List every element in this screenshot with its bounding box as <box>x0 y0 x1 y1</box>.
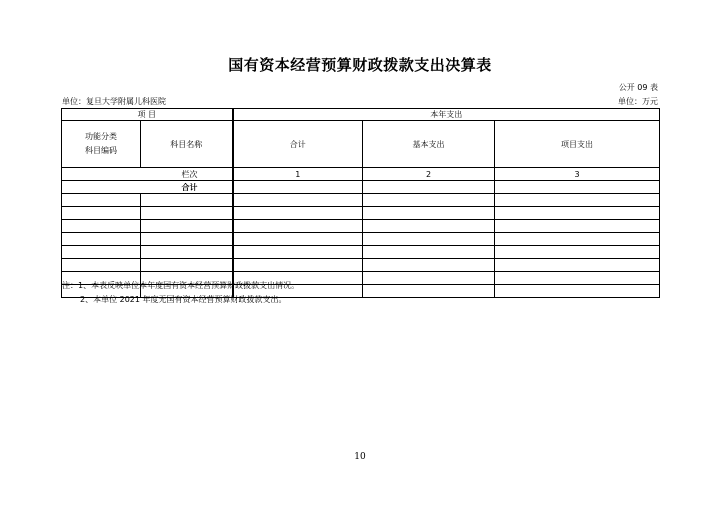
header-func-class <box>62 121 141 168</box>
table-cell <box>233 220 363 233</box>
column-number-2: 2 <box>363 168 495 181</box>
column-number-1: 1 <box>233 168 363 181</box>
table-cell <box>233 246 363 259</box>
table-row <box>62 194 660 207</box>
table-row <box>62 220 660 233</box>
note-line-1: 注：1、本表反映单位本年度国有资本经营预算财政拨款支出情况。 <box>62 281 300 290</box>
page-number: 10 <box>354 452 366 462</box>
table-cell <box>363 207 495 220</box>
table-cell <box>363 220 495 233</box>
total-cell <box>495 181 660 194</box>
table-row <box>62 246 660 259</box>
table-cell <box>62 207 141 220</box>
header-func-class-line2: 科目编码 <box>85 146 117 155</box>
note-line-2: 2、本单位 2021 年度无国有资本经营预算财政拨款支出。 <box>80 295 287 304</box>
total-cell <box>363 181 495 194</box>
header-current-year: 本年支出 <box>233 109 660 121</box>
table-cell <box>141 259 233 272</box>
table-cell <box>363 194 495 207</box>
column-number-label: 栏次 <box>62 168 233 181</box>
table-cell <box>495 233 660 246</box>
reporting-unit: 单位：复旦大学附属儿科医院 <box>62 97 166 106</box>
total-row <box>62 181 660 194</box>
table-cell <box>495 285 660 298</box>
table-cell <box>141 220 233 233</box>
table-cell <box>233 259 363 272</box>
column-number-3: 3 <box>495 168 660 181</box>
table-row <box>62 259 660 272</box>
header-project-exp: 项目支出 <box>495 121 660 168</box>
table-cell <box>363 233 495 246</box>
expenditure-table <box>61 108 660 298</box>
table-cell <box>62 259 141 272</box>
table-cell <box>233 233 363 246</box>
header-func-class-line1: 功能分类 <box>85 132 117 141</box>
header-row-1 <box>62 109 660 121</box>
table-cell <box>495 220 660 233</box>
table-cell <box>233 207 363 220</box>
table-cell <box>495 272 660 285</box>
table-cell <box>141 233 233 246</box>
header-subject-name: 科目名称 <box>141 121 233 168</box>
total-cell <box>233 181 363 194</box>
table-cell <box>62 233 141 246</box>
table-number: 公开 09 表 <box>618 83 658 92</box>
table-cell <box>62 220 141 233</box>
currency-unit: 单位：万元 <box>618 97 658 106</box>
header-row-2 <box>62 121 660 168</box>
table-cell <box>363 285 495 298</box>
table-cell <box>363 246 495 259</box>
header-basic: 基本支出 <box>363 121 495 168</box>
table-row <box>62 233 660 246</box>
table-cell <box>363 272 495 285</box>
table-cell <box>62 194 141 207</box>
table-cell <box>495 246 660 259</box>
header-project: 项 目 <box>62 109 233 121</box>
table-row <box>62 207 660 220</box>
table-cell <box>495 259 660 272</box>
table-cell <box>495 207 660 220</box>
table-notes <box>62 279 299 307</box>
table-cell <box>62 246 141 259</box>
total-label: 合计 <box>62 181 233 194</box>
document-title: 国有资本经营预算财政拨款支出决算表 <box>228 56 492 74</box>
table-cell <box>141 207 233 220</box>
table-cell <box>141 246 233 259</box>
table-cell <box>495 194 660 207</box>
table-cell <box>233 194 363 207</box>
column-number-row <box>62 168 660 181</box>
header-total: 合计 <box>233 121 363 168</box>
table-cell <box>141 194 233 207</box>
table-cell <box>363 259 495 272</box>
